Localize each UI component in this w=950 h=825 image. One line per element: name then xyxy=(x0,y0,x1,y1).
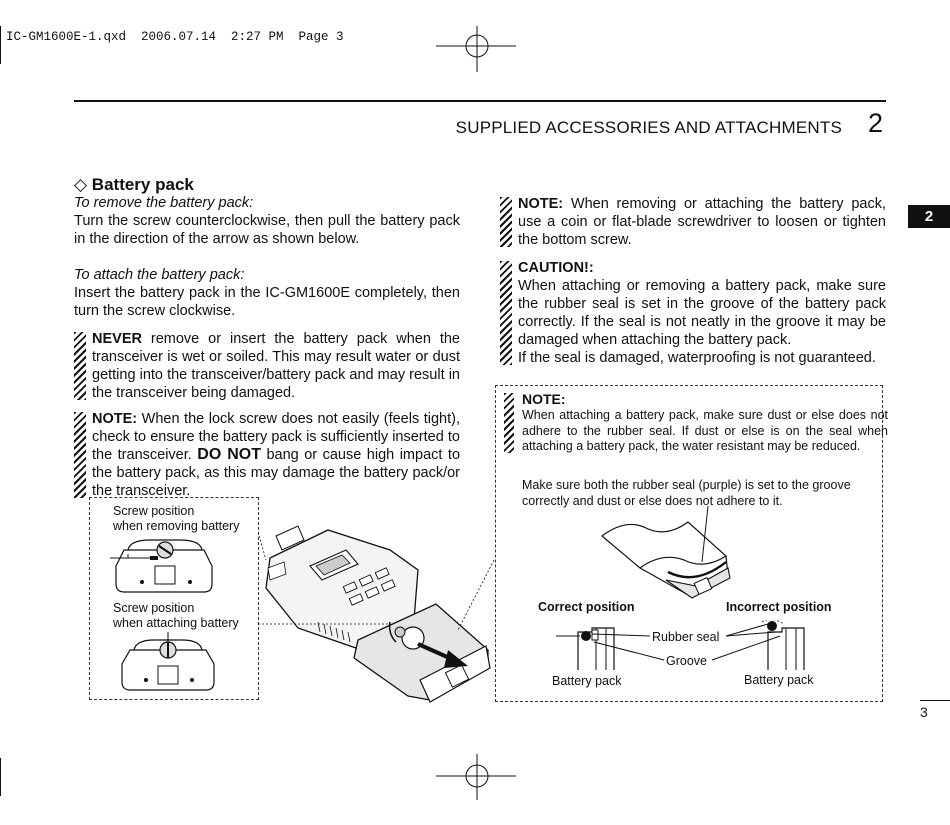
remove-heading: To remove the battery pack: xyxy=(74,195,254,211)
chapter-number: 2 xyxy=(868,108,884,138)
attach-heading: To attach the battery pack: xyxy=(74,267,245,283)
page-number-rule xyxy=(920,700,950,701)
caution-note xyxy=(500,259,886,367)
hatch-bar xyxy=(504,393,514,453)
label-attach-2: when attaching battery xyxy=(113,616,239,630)
instruction-text: Make sure both the rubber seal (purple) is set to the groove correctly and dust or else does not adhere to it. xyxy=(522,478,851,508)
hatch-bar xyxy=(500,261,512,365)
page-number: 3 xyxy=(920,704,928,720)
attach-text: Insert the battery pack in the IC-GM1600E completely, then turn the screw clockwise. xyxy=(74,285,460,319)
groove-label: Groove xyxy=(666,654,707,668)
section-title: ◇ Battery pack xyxy=(74,175,194,194)
rubber-seal-label: Rubber seal xyxy=(652,630,720,644)
header-rule xyxy=(74,100,886,102)
label-remove-2: when removing battery xyxy=(113,519,240,533)
tool-note: NOTE: When removing or attaching the battery pack, use a coin or flat-blade screwdriver to loosen or tighten the bottom screw. xyxy=(500,195,886,249)
hatch-bar xyxy=(500,197,512,247)
crop-mark-left-bottom xyxy=(0,758,1,796)
seal-cross-section-diagram xyxy=(556,620,836,670)
battery-bottom-removing-illustration xyxy=(110,536,220,596)
rubber-seal-note xyxy=(504,391,888,455)
do-not-emphasis: DO NOT xyxy=(197,446,261,463)
registration-mark-top xyxy=(436,26,518,74)
hatch-bar xyxy=(74,412,86,498)
note-keyword: NOTE: xyxy=(518,196,564,212)
file-slug: IC-GM1600E-1.qxd 2006.07.14 2:27 PM Page 3 xyxy=(6,30,344,44)
caution-keyword: CAUTION!: xyxy=(518,260,594,276)
label-remove-1: Screw position xyxy=(113,504,195,518)
battery-pack-label-left: Battery pack xyxy=(552,674,622,688)
rubber-seal-note-text: When attaching a battery pack, make sure dust or else does not adhere to the rubber seal. If dust or else is on the seal when attaching a battery pack, the water resistant may be reduced. xyxy=(522,408,888,453)
right-column xyxy=(500,195,886,367)
caution-text: When attaching or removing a battery pack, make sure the rubber seal is set in the groove of the battery pack correctly. If the seal is not neatly in the groove it may be damaged when attaching the battery pack. xyxy=(518,278,886,348)
battery-seal-illustration xyxy=(596,506,742,606)
transceiver-battery-illustration xyxy=(258,500,498,710)
never-text: remove or insert the battery pack when the transceiver is wet or soiled. This may result water or dust getting into the transceiver/battery pack and may result in the transceiver being damaged. xyxy=(92,331,460,401)
never-keyword: NEVER xyxy=(92,331,142,347)
chapter-side-tab: 2 xyxy=(908,205,950,228)
crop-mark-left-top xyxy=(0,26,1,64)
incorrect-position-label: Incorrect position xyxy=(726,600,832,614)
remove-text: Turn the screw counterclockwise, then pull the battery pack in the direction of the arrow as shown below. xyxy=(74,213,460,247)
note-keyword: NOTE: xyxy=(92,411,138,427)
battery-pack-label-right: Battery pack xyxy=(744,673,814,687)
battery-bottom-attaching-illustration xyxy=(120,632,220,694)
correct-position-label: Correct position xyxy=(538,600,635,614)
label-attach-1: Screw position xyxy=(113,601,195,615)
hatch-bar xyxy=(74,332,86,400)
registration-mark-bottom xyxy=(436,752,518,800)
lock-screw-note: NOTE: When the lock screw does not easily (feels tight), check to ensure the battery pack is sufficiently inserted to the transceiver. DO NOT bang or cause high impact to the battery pack, as this may damage the battery pack/or the transceiver. xyxy=(74,410,460,500)
caution-text-2: If the seal is damaged, waterproofing is not guaranteed. xyxy=(518,350,876,366)
left-column xyxy=(74,176,460,500)
note-keyword: NOTE: xyxy=(522,391,566,407)
chapter-title: SUPPLIED ACCESSORIES AND ATTACHMENTS xyxy=(455,118,842,137)
never-warning xyxy=(74,330,460,402)
